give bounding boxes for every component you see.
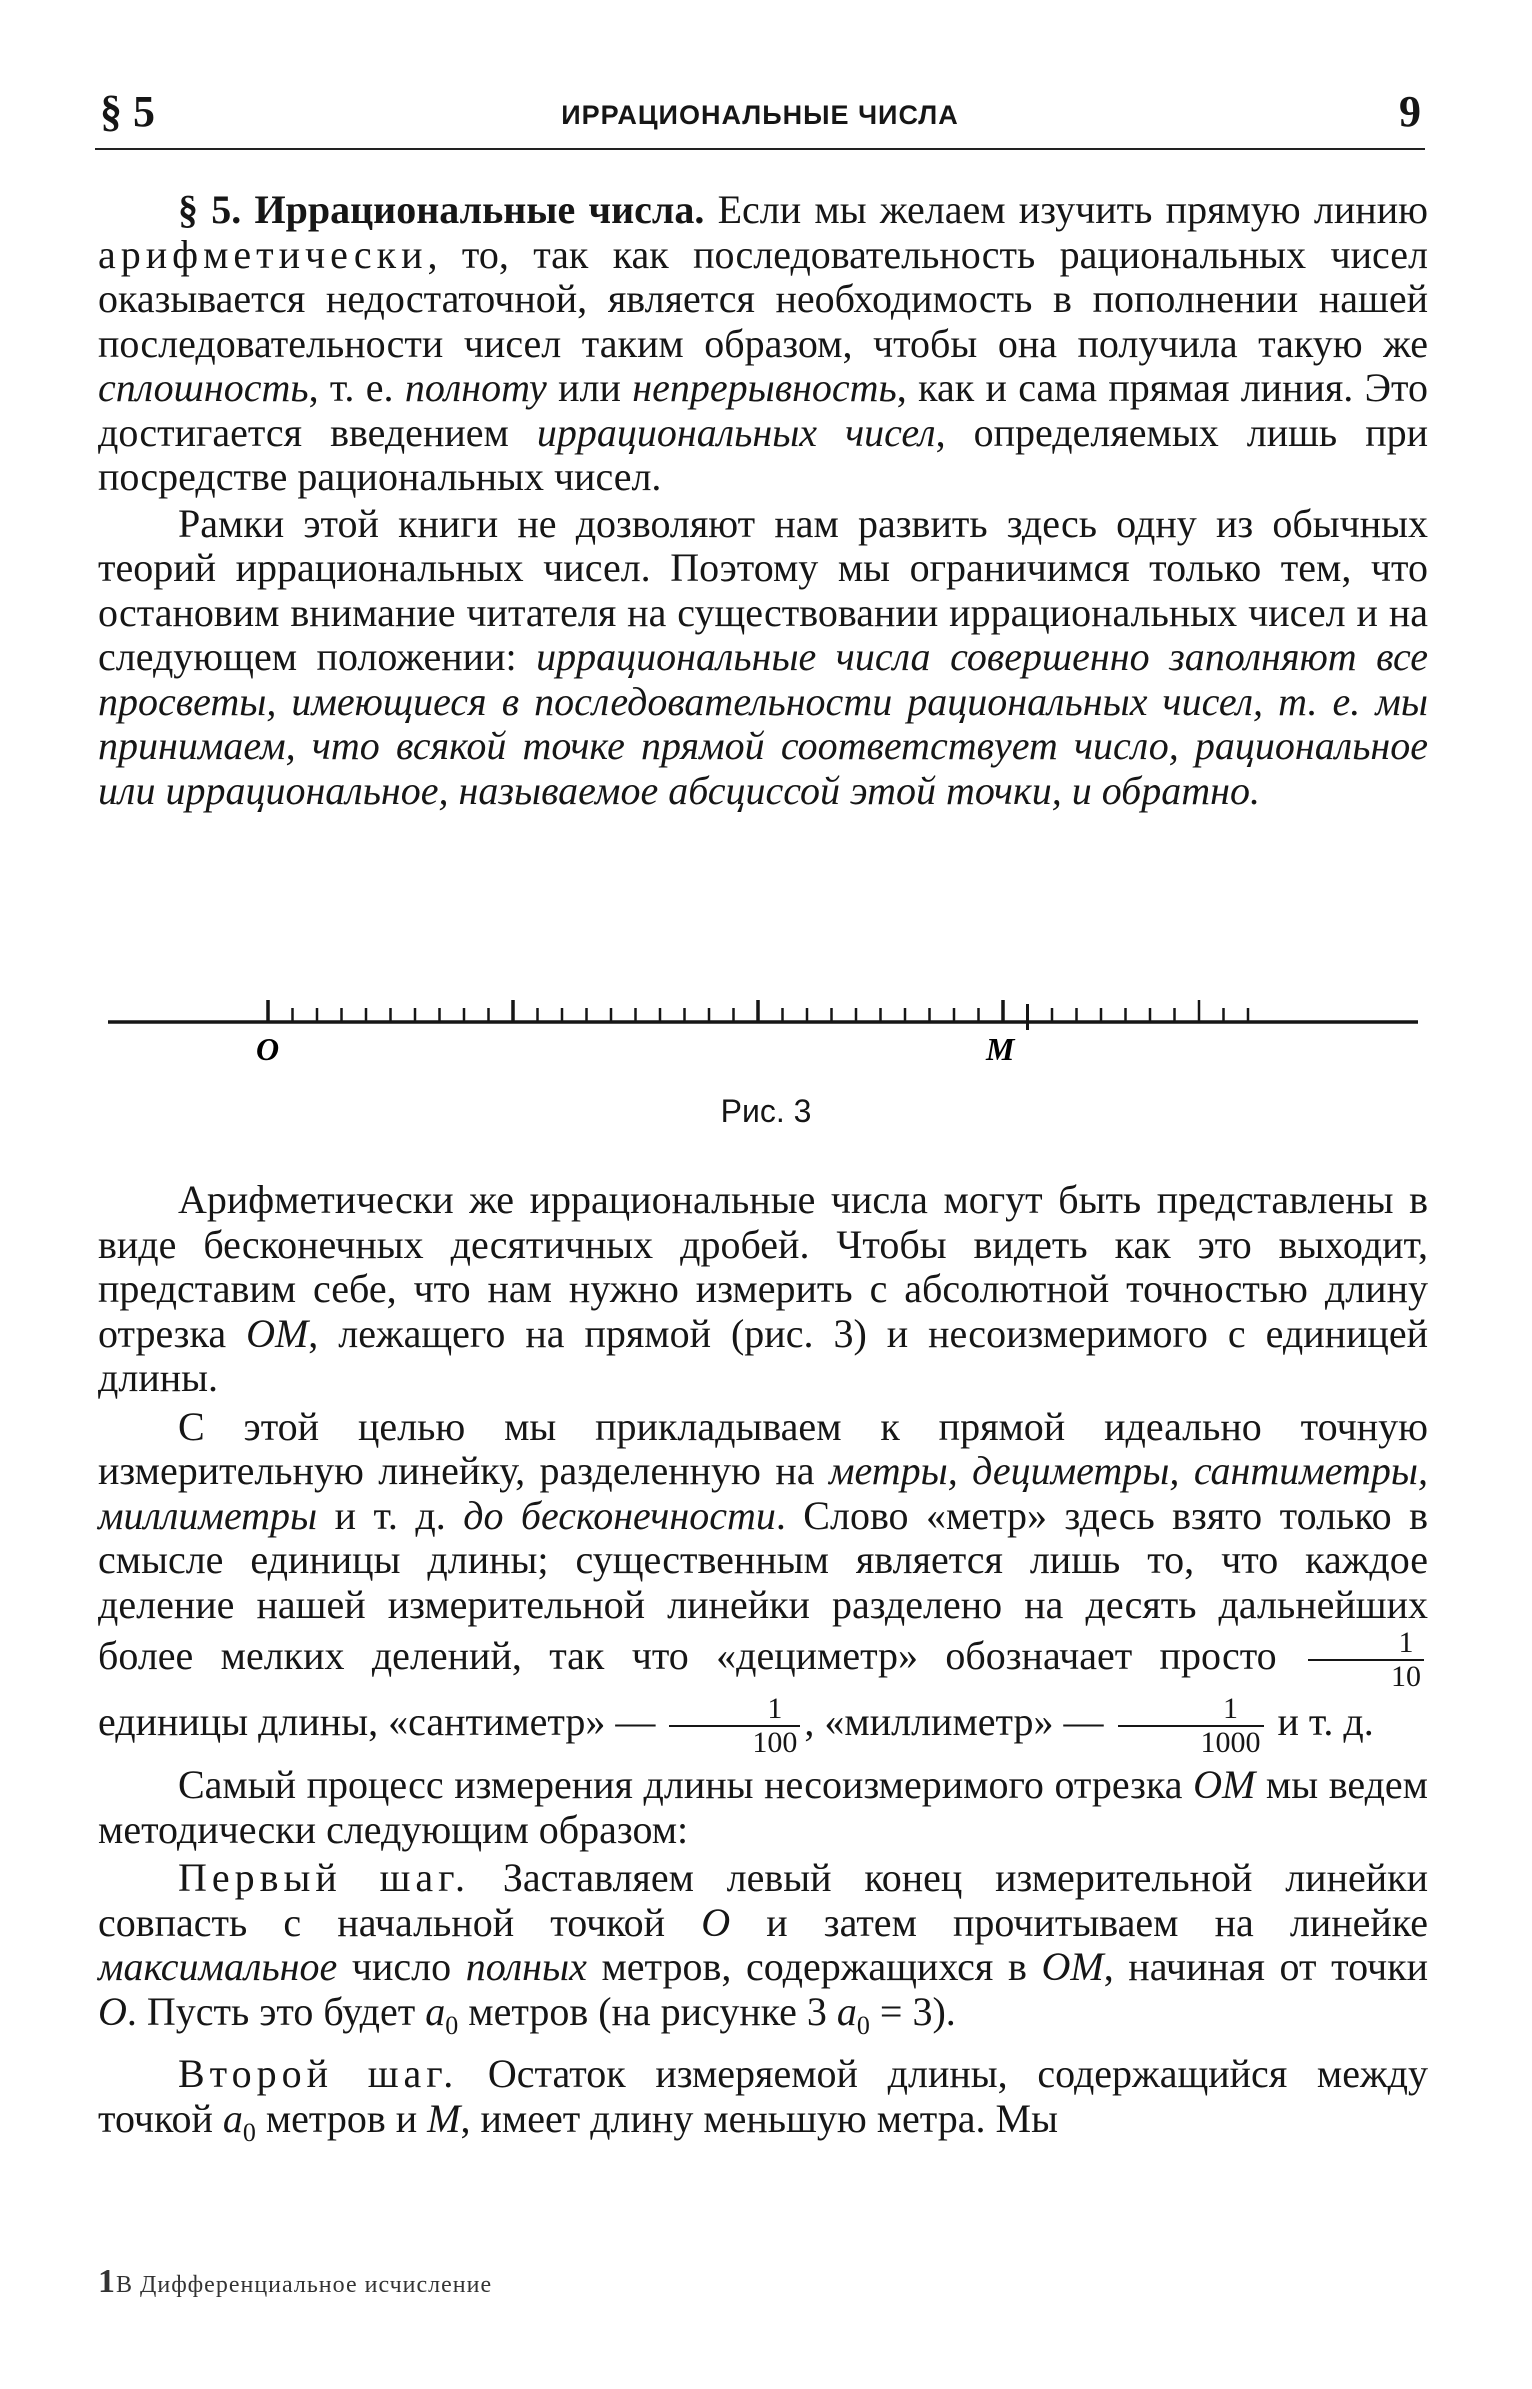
paragraph-book-scope: Рамки этой книги не дозволяют нам развить здесь одну из обычных теорий иррациональных чисел. Поэтому мы ограничимся только тем, что остановим внимание читателя на существовании иррациональных чисел и на следующем положении: иррациональные числа совершенно заполняют все просветы, имеющиеся в последовательности рациональных чисел, т. е. мы принимаем, что всякой точке прямой соответствует число, рациональное или иррациональное, называемое абсциссой этой точки, и обратно. [98, 500, 1428, 813]
fraction-one-tenth: $\frac{1}{10}$ [1308, 1627, 1424, 1693]
paragraph-decimal-representation: Арифметически же иррациональные числа могут быть представлены в виде бесконечных десятичных дробей. Чтобы видеть как это выходит, представим себе, что нам нужно измерить с абсолютной точностью длину отрезка OM, лежащего на прямой (рис. 3) и несоизмеримого с единицей длины. [98, 1177, 1428, 1400]
first-step-label: Первый шаг. [178, 1855, 471, 1900]
running-header [95, 78, 1425, 150]
ruler-ticks [268, 1000, 1248, 1030]
second-step-label: Второй шаг. [178, 2051, 459, 2096]
paragraph-irrational-intro: § 5. Иррациональные числа. Если мы желаем изучить прямую линию арифметически, то, так как последовательность рациональных чисел оказывается недостаточной, является необходимость в пополнении нашей последовательности чисел таким образом, чтобы она получила такую же сплошность, т. е. полноту или непрерывность, как и сама прямая линия. Это достигается введением иррациональных чисел, определяемых лишь при посредстве рациональных чисел. [98, 187, 1429, 499]
paragraph-process: Самый процесс измерения длины несоизмеримого отрезка OM мы ведем методически следующим образом: [98, 1762, 1428, 1852]
paragraph-first-step: Первый шаг. Заставляем левый конец измерительной линейки совпасть с начальной точкой O и затем прочитываем на линейке максимальное число полных метров, содержащихся в OM, начиная от точки O. Пусть это будет $a_0$ метров (на рисунке 3 $a_0 = 3$). [98, 1855, 1429, 2040]
figure-ruler [98, 1000, 1428, 1090]
header-section-number: § 5 [100, 87, 155, 136]
text-block-top [98, 188, 1428, 813]
footer-signature-mark: 1 [98, 2263, 116, 2300]
header-page-number: 9 [1399, 87, 1421, 136]
section-heading: § 5. Иррациональные числа. [178, 187, 705, 232]
label-point-m: M [986, 1031, 1015, 1067]
figure-caption: Рис. 3 [720, 1093, 812, 1129]
footer-text: В Дифференциальное исчисление [116, 2272, 493, 2298]
fraction-one-thousandth: $\frac{1}{1000}$ [1118, 1693, 1264, 1759]
paragraph-measuring-ruler: С этой целью мы прикладываем к прямой идеально точную измерительную линейку, разделенную на метры, дециметры, сантиметры, миллиметры и т. д. до бесконечности. Слово «метр» здесь взято только в смысле единицы длины; существенным является лишь то, что каждое деление нашей измерительной линейки разделено на десять дальнейших более мелких делений, так что «дециметр» обозначает просто $\frac{1}{10}$ единицы длины, «сантиметр» — $\frac{1}{100}$ , «миллиметр» — $\frac{1}{1000}$ и т. д. [98, 1403, 1429, 1759]
text-block-bottom [98, 1178, 1428, 2155]
ruler-diagram [98, 1000, 1428, 1090]
header-title: ИРРАЦИОНАЛЬНЫЕ ЧИСЛА [561, 100, 959, 130]
label-point-o: O [256, 1031, 280, 1067]
key-proposition: иррациональные числа совершенно заполняют все просветы, имеющиеся в последовательности рациональных чисел, т. е. мы принимаем, что всякой точке прямой соответствует число, рациональное или иррациональное, называемое абсциссой этой точки, и обратно. [98, 634, 1428, 813]
page-footer-signature [98, 2263, 492, 2301]
paragraph-second-step: Второй шаг. Остаток измеряемой длины, содержащийся между точкой $a_0$ метров и M, имеет длину меньшую метра. Мы [98, 2051, 1428, 2147]
fraction-one-hundredth: $\frac{1}{100}$ [669, 1693, 800, 1759]
